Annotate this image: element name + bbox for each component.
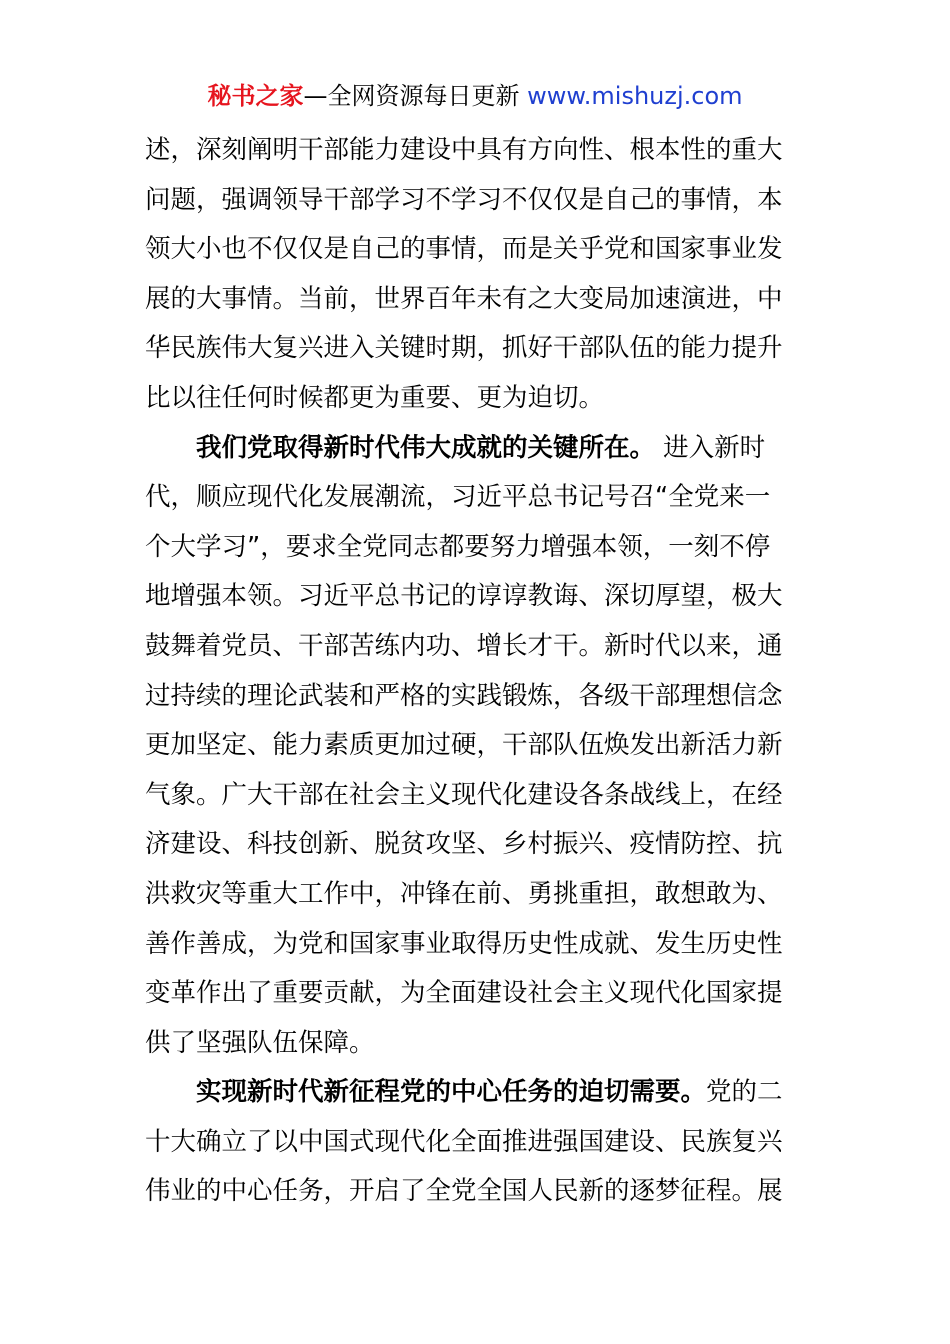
text-line: 华民族伟大复兴进入关键时期，抓好干部队伍的能力提升 <box>145 333 783 364</box>
text-line: 问题，强调领导干部学习不学习不仅仅是自己的事情，本 <box>145 184 783 215</box>
text-line: 述，深刻阐明干部能力建设中具有方向性、根本性的重大 <box>145 135 783 165</box>
paragraph-text: 进入新时 <box>663 432 766 463</box>
text-line: 比以往任何时候都更为重要、更为迫切。 <box>145 382 605 413</box>
text-line: 展的大事情。当前，世界百年未有之大变局加速演进，中 <box>145 283 783 314</box>
brand-name: 秘书之家 <box>207 82 304 110</box>
text-line: 洪救灾等重大工作中，冲锋在前、勇挑重担，敢想敢为、 <box>145 878 783 909</box>
text-line: 领大小也不仅仅是自己的事情，而是关乎党和国家事业发 <box>145 234 783 265</box>
text-line: 个大学习”，要求全党同志都要努力增强本领，一刻不停 <box>145 531 771 562</box>
text-line: 代，顺应现代化发展潮流，习近平总书记号召“全党来一 <box>145 482 771 513</box>
paragraph-heading: 实现新时代新征程党的中心任务的迫切需要。 <box>196 1077 707 1108</box>
site-url-link[interactable]: www.mishuzj.com <box>527 82 743 110</box>
text-line: 伟业的中心任务，开启了全党全国人民新的逐梦征程。展 <box>145 1176 783 1207</box>
text-line: 鼓舞着党员、干部苦练内功、增长才干。新时代以来，通 <box>145 630 783 661</box>
text-line: 济建设、科技创新、脱贫攻坚、乡村振兴、疫情防控、抗 <box>145 829 783 860</box>
text-line: 地增强本领。习近平总书记的谆谆教诲、深切厚望，极大 <box>145 581 783 612</box>
site-header <box>0 78 950 114</box>
text-line: 气象。广大干部在社会主义现代化建设各条战线上，在经 <box>145 779 783 810</box>
header-slogan: —全网资源每日更新 <box>303 82 528 110</box>
document-body <box>145 126 815 1217</box>
text-line: 更加坚定、能力素质更加过硬，干部队伍焕发出新活力新 <box>145 730 783 761</box>
text-line: 过持续的理论武装和严格的实践锻炼，各级干部理想信念 <box>145 680 783 711</box>
text-line: 善作善成，为党和国家事业取得历史性成就、发生历史性 <box>145 928 783 959</box>
text-line: 变革作出了重要贡献，为全面建设社会主义现代化国家提 <box>145 978 783 1009</box>
paragraph-first-line <box>145 424 815 474</box>
paragraph-heading: 我们党取得新时代伟大成就的关键所在。 <box>196 432 656 463</box>
text-line: 供了坚强队伍保障。 <box>145 1027 375 1058</box>
text-line: 十大确立了以中国式现代化全面推进强国建设、民族复兴 <box>145 1126 783 1157</box>
paragraph-first-line <box>145 1068 815 1118</box>
paragraph-text: 党的二 <box>706 1077 783 1108</box>
